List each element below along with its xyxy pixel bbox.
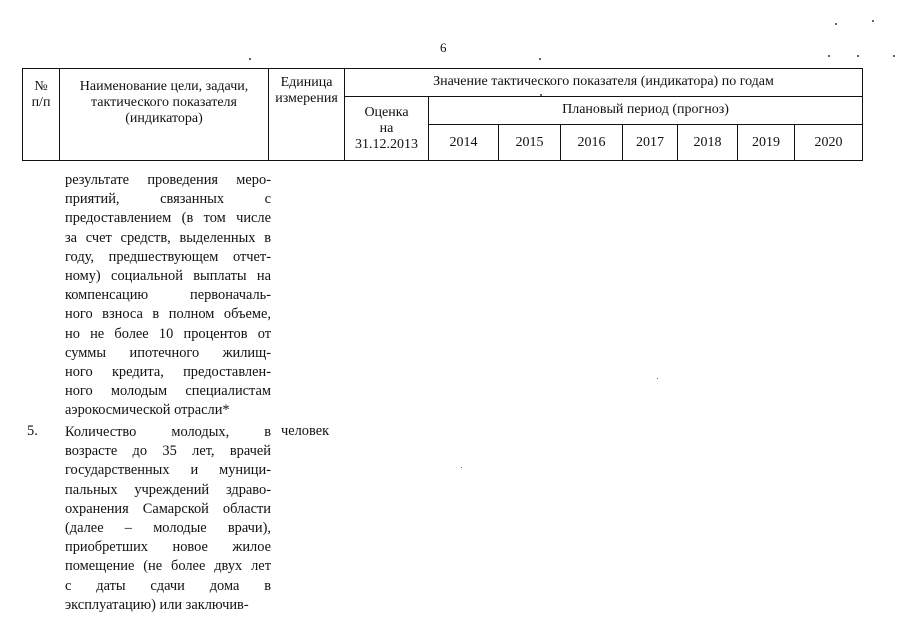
- text-line: ного взноса в полном объеме,: [65, 306, 271, 323]
- year-2018: 2018: [678, 125, 738, 161]
- scan-speck: [835, 23, 837, 25]
- year-2015: 2015: [499, 125, 561, 161]
- col-header-plan: Плановый период (прогноз): [429, 97, 863, 125]
- text-line: приятий, связанных с: [65, 191, 271, 208]
- scan-speck: [249, 58, 251, 60]
- year-2019: 2019: [738, 125, 795, 161]
- page-number: 6: [440, 40, 447, 55]
- scan-speck: [540, 94, 542, 96]
- year-2017: 2017: [623, 125, 678, 161]
- text-line: помещение (не более двух лет: [65, 558, 271, 575]
- text-line: компенсацию первоначаль-: [65, 287, 271, 304]
- col-header-name: Наименование цели, задачи, тактического показателя (индикатора): [60, 69, 269, 161]
- scan-speck: [893, 55, 895, 57]
- text-line: ного молодым специалистам: [65, 383, 271, 400]
- row-unit: человек: [281, 423, 330, 439]
- text-line: но не более 10 процентов от: [65, 325, 271, 342]
- scan-speck: [872, 20, 874, 22]
- row-number: 5.: [27, 423, 38, 439]
- text-line: аэрокосмической отрасли*: [65, 402, 230, 419]
- text-line: эксплуатацию) или заключив-: [65, 596, 249, 613]
- col-header-unit: Единица измерения: [269, 69, 345, 161]
- text-line: (далее – молодые врачи),: [65, 519, 271, 536]
- text-line: охранения Самарской области: [65, 500, 271, 517]
- indicator-table-header: [22, 68, 863, 161]
- text-line: за счет средств, выделенных в: [65, 229, 271, 246]
- text-line: году, предшествующем отчет-: [65, 248, 271, 265]
- year-2014: 2014: [429, 125, 499, 161]
- scan-speck: [657, 378, 658, 379]
- text-line: предоставлением (в том числе: [65, 210, 271, 227]
- year-2020: 2020: [795, 125, 863, 161]
- text-line: приобретших новое жилое: [65, 539, 271, 556]
- text-line: ному) социальной выплаты на: [65, 267, 271, 284]
- text-line: государственных и муници-: [65, 462, 271, 479]
- continued-indicator-text: [65, 171, 271, 420]
- year-2016: 2016: [561, 125, 623, 161]
- col-header-estimate: Оценка на 31.12.2013: [345, 97, 429, 161]
- scan-speck: [539, 58, 541, 60]
- text-line: ного кредита, предоставлен-: [65, 363, 271, 380]
- col-header-number: № п/п: [23, 69, 60, 161]
- text-line: возрасте до 35 лет, врачей: [65, 443, 271, 460]
- text-line: с даты сдачи дома в: [65, 577, 271, 594]
- text-line: результате проведения меро-: [65, 172, 271, 188]
- text-line: Количество молодых, в: [65, 424, 271, 440]
- scan-speck: [461, 467, 462, 468]
- scan-speck: [857, 55, 859, 57]
- scan-speck: [828, 55, 830, 57]
- indicator-5-text: [65, 423, 271, 615]
- col-header-values: Значение тактического показателя (индикатора) по годам: [345, 69, 863, 97]
- text-line: суммы ипотечного жилищ-: [65, 344, 271, 361]
- text-line: пальных учреждений здраво-: [65, 481, 271, 498]
